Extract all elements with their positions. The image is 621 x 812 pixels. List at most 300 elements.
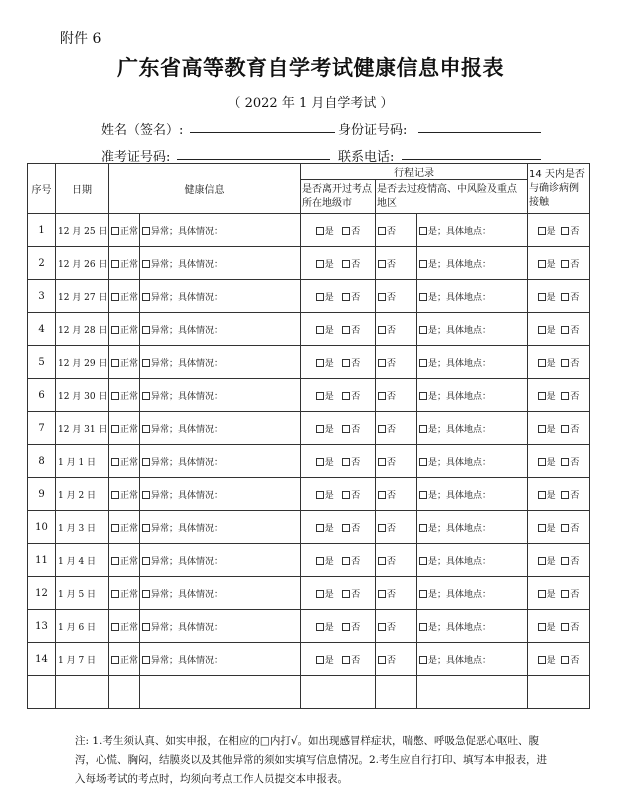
health-abnormal-cell bbox=[140, 511, 301, 544]
yes-label: 是 bbox=[546, 490, 556, 501]
row-seq: 3 bbox=[28, 280, 56, 313]
left-city-yes-checkbox[interactable] bbox=[316, 326, 324, 334]
location-label: 是；具体地点： bbox=[428, 292, 492, 303]
table-row bbox=[28, 577, 590, 610]
health-normal-cell bbox=[109, 214, 140, 247]
left-city-yes-checkbox[interactable] bbox=[316, 227, 324, 235]
contact-cell bbox=[528, 478, 590, 511]
table-row bbox=[28, 214, 590, 247]
contact-no-checkbox[interactable] bbox=[561, 623, 569, 631]
abnormal-label: 异常；具体情况： bbox=[151, 325, 224, 336]
abnormal-label: 异常；具体情况： bbox=[151, 556, 224, 567]
name-label: 姓名（签名）: bbox=[101, 123, 184, 138]
risk-area-no-checkbox[interactable] bbox=[378, 392, 386, 400]
no-label: 否 bbox=[570, 457, 580, 468]
risk-area-yes-cell bbox=[417, 346, 528, 379]
id-number-label: 身份证号码: bbox=[338, 123, 408, 138]
yes-label: 是 bbox=[546, 457, 556, 468]
contact-yes-checkbox[interactable] bbox=[538, 656, 546, 664]
abnormal-checkbox[interactable] bbox=[142, 491, 150, 499]
risk-area-no-cell bbox=[376, 478, 417, 511]
risk-area-yes-checkbox[interactable] bbox=[419, 656, 427, 664]
left-city-cell bbox=[301, 511, 376, 544]
header-contact: 14 天内是否与确诊病例接触 bbox=[528, 164, 590, 214]
abnormal-checkbox[interactable] bbox=[142, 656, 150, 664]
normal-checkbox[interactable] bbox=[111, 656, 119, 664]
risk-area-yes-checkbox[interactable] bbox=[419, 326, 427, 334]
empty-cell bbox=[301, 676, 376, 709]
left-city-yes-checkbox[interactable] bbox=[316, 524, 324, 532]
left-city-no-checkbox[interactable] bbox=[342, 359, 350, 367]
left-city-yes-checkbox[interactable] bbox=[316, 623, 324, 631]
left-city-no-checkbox[interactable] bbox=[342, 326, 350, 334]
no-label: 否 bbox=[570, 556, 580, 567]
risk-area-yes-cell bbox=[417, 478, 528, 511]
location-label: 是；具体地点： bbox=[428, 556, 492, 567]
health-abnormal-cell bbox=[140, 346, 301, 379]
contact-no-checkbox[interactable] bbox=[561, 656, 569, 664]
contact-no-checkbox[interactable] bbox=[561, 359, 569, 367]
phone-field[interactable] bbox=[402, 145, 541, 160]
left-city-yes-checkbox[interactable] bbox=[316, 590, 324, 598]
no-label: 否 bbox=[387, 424, 397, 435]
location-label: 是；具体地点： bbox=[428, 622, 492, 633]
risk-area-yes-cell bbox=[417, 511, 528, 544]
risk-area-yes-cell bbox=[417, 643, 528, 676]
contact-yes-checkbox[interactable] bbox=[538, 491, 546, 499]
contact-yes-checkbox[interactable] bbox=[538, 557, 546, 565]
abnormal-checkbox[interactable] bbox=[142, 326, 150, 334]
normal-checkbox[interactable] bbox=[111, 557, 119, 565]
contact-cell bbox=[528, 313, 590, 346]
abnormal-checkbox[interactable] bbox=[142, 425, 150, 433]
abnormal-checkbox[interactable] bbox=[142, 293, 150, 301]
abnormal-checkbox[interactable] bbox=[142, 359, 150, 367]
contact-no-checkbox[interactable] bbox=[561, 260, 569, 268]
no-label: 否 bbox=[351, 358, 361, 369]
no-label: 否 bbox=[387, 292, 397, 303]
health-abnormal-cell bbox=[140, 544, 301, 577]
no-label: 否 bbox=[570, 523, 580, 534]
location-label: 是；具体地点： bbox=[428, 391, 492, 402]
row-date: 1 月 4 日 bbox=[56, 544, 109, 577]
location-label: 是；具体地点： bbox=[428, 490, 492, 501]
health-normal-cell bbox=[109, 280, 140, 313]
health-abnormal-cell bbox=[140, 280, 301, 313]
yes-label: 是 bbox=[324, 424, 334, 435]
contact-yes-checkbox[interactable] bbox=[538, 590, 546, 598]
no-label: 否 bbox=[570, 292, 580, 303]
left-city-cell bbox=[301, 610, 376, 643]
abnormal-label: 异常；具体情况： bbox=[151, 226, 224, 237]
risk-area-yes-checkbox[interactable] bbox=[419, 623, 427, 631]
risk-area-no-cell bbox=[376, 643, 417, 676]
contact-no-checkbox[interactable] bbox=[561, 524, 569, 532]
risk-area-yes-checkbox[interactable] bbox=[419, 293, 427, 301]
risk-area-yes-checkbox[interactable] bbox=[419, 557, 427, 565]
row-date: 12 月 31 日 bbox=[56, 412, 109, 445]
yes-label: 是 bbox=[546, 226, 556, 237]
yes-label: 是 bbox=[546, 424, 556, 435]
contact-no-checkbox[interactable] bbox=[561, 425, 569, 433]
empty-cell bbox=[140, 676, 301, 709]
left-city-no-checkbox[interactable] bbox=[342, 623, 350, 631]
contact-cell bbox=[528, 610, 590, 643]
id-number-field[interactable] bbox=[418, 118, 541, 133]
left-city-no-checkbox[interactable] bbox=[342, 425, 350, 433]
yes-label: 是 bbox=[324, 655, 334, 666]
risk-area-yes-checkbox[interactable] bbox=[419, 260, 427, 268]
left-city-cell bbox=[301, 643, 376, 676]
health-normal-cell bbox=[109, 643, 140, 676]
left-city-yes-checkbox[interactable] bbox=[316, 458, 324, 466]
normal-label: 正常 bbox=[120, 226, 139, 237]
yes-label: 是 bbox=[324, 292, 334, 303]
left-city-cell bbox=[301, 214, 376, 247]
left-city-cell bbox=[301, 313, 376, 346]
risk-area-no-checkbox[interactable] bbox=[378, 359, 386, 367]
row-date: 12 月 29 日 bbox=[56, 346, 109, 379]
yes-label: 是 bbox=[324, 358, 334, 369]
form-title: 广东省高等教育自学考试健康信息申报表 bbox=[117, 56, 504, 80]
yes-label: 是 bbox=[324, 226, 334, 237]
no-label: 否 bbox=[570, 622, 580, 633]
name-field[interactable] bbox=[190, 118, 335, 133]
normal-label: 正常 bbox=[120, 358, 139, 369]
risk-area-yes-checkbox[interactable] bbox=[419, 458, 427, 466]
table-row bbox=[28, 379, 590, 412]
left-city-cell bbox=[301, 478, 376, 511]
table-row bbox=[28, 346, 590, 379]
normal-label: 正常 bbox=[120, 589, 139, 600]
normal-checkbox[interactable] bbox=[111, 491, 119, 499]
table-row bbox=[28, 610, 590, 643]
risk-area-no-checkbox[interactable] bbox=[378, 557, 386, 565]
left-city-no-checkbox[interactable] bbox=[342, 458, 350, 466]
left-city-cell bbox=[301, 247, 376, 280]
abnormal-checkbox[interactable] bbox=[142, 392, 150, 400]
abnormal-checkbox[interactable] bbox=[142, 524, 150, 532]
contact-no-checkbox[interactable] bbox=[561, 557, 569, 565]
health-normal-cell bbox=[109, 610, 140, 643]
risk-area-yes-checkbox[interactable] bbox=[419, 392, 427, 400]
normal-checkbox[interactable] bbox=[111, 326, 119, 334]
risk-area-yes-checkbox[interactable] bbox=[419, 359, 427, 367]
risk-area-yes-checkbox[interactable] bbox=[419, 227, 427, 235]
risk-area-no-cell bbox=[376, 346, 417, 379]
row-seq: 11 bbox=[28, 544, 56, 577]
contact-yes-checkbox[interactable] bbox=[538, 458, 546, 466]
row-date: 12 月 28 日 bbox=[56, 313, 109, 346]
risk-area-no-checkbox[interactable] bbox=[378, 293, 386, 301]
location-label: 是；具体地点： bbox=[428, 259, 492, 270]
left-city-no-checkbox[interactable] bbox=[342, 557, 350, 565]
contact-yes-checkbox[interactable] bbox=[538, 227, 546, 235]
phone-label: 联系电话: bbox=[338, 150, 395, 165]
header-travel: 行程记录 bbox=[301, 164, 528, 180]
risk-area-yes-checkbox[interactable] bbox=[419, 425, 427, 433]
normal-label: 正常 bbox=[120, 556, 139, 567]
no-label: 否 bbox=[387, 622, 397, 633]
no-label: 否 bbox=[351, 490, 361, 501]
abnormal-checkbox[interactable] bbox=[142, 557, 150, 565]
no-label: 否 bbox=[570, 655, 580, 666]
yes-label: 是 bbox=[546, 523, 556, 534]
health-normal-cell bbox=[109, 346, 140, 379]
left-city-cell bbox=[301, 445, 376, 478]
table-row bbox=[28, 511, 590, 544]
health-normal-cell bbox=[109, 544, 140, 577]
left-city-no-checkbox[interactable] bbox=[342, 524, 350, 532]
normal-checkbox[interactable] bbox=[111, 392, 119, 400]
location-label: 是；具体地点： bbox=[428, 358, 492, 369]
risk-area-yes-checkbox[interactable] bbox=[419, 491, 427, 499]
risk-area-yes-cell bbox=[417, 610, 528, 643]
health-abnormal-cell bbox=[140, 610, 301, 643]
location-label: 是；具体地点： bbox=[428, 424, 492, 435]
row-seq: 8 bbox=[28, 445, 56, 478]
yes-label: 是 bbox=[324, 457, 334, 468]
health-abnormal-cell bbox=[140, 445, 301, 478]
contact-yes-checkbox[interactable] bbox=[538, 623, 546, 631]
health-normal-cell bbox=[109, 247, 140, 280]
no-label: 否 bbox=[387, 457, 397, 468]
health-abnormal-cell bbox=[140, 478, 301, 511]
yes-label: 是 bbox=[546, 556, 556, 567]
health-normal-cell bbox=[109, 313, 140, 346]
normal-checkbox[interactable] bbox=[111, 260, 119, 268]
left-city-yes-checkbox[interactable] bbox=[316, 260, 324, 268]
risk-area-no-checkbox[interactable] bbox=[378, 656, 386, 664]
no-label: 否 bbox=[570, 358, 580, 369]
risk-area-no-checkbox[interactable] bbox=[378, 260, 386, 268]
left-city-no-checkbox[interactable] bbox=[342, 227, 350, 235]
left-city-cell bbox=[301, 412, 376, 445]
health-declaration-table bbox=[27, 163, 590, 709]
row-seq: 2 bbox=[28, 247, 56, 280]
normal-label: 正常 bbox=[120, 424, 139, 435]
left-city-no-checkbox[interactable] bbox=[342, 491, 350, 499]
no-label: 否 bbox=[351, 457, 361, 468]
location-label: 是；具体地点： bbox=[428, 523, 492, 534]
row-date: 1 月 5 日 bbox=[56, 577, 109, 610]
header-date: 日期 bbox=[56, 164, 109, 214]
no-label: 否 bbox=[351, 325, 361, 336]
no-label: 否 bbox=[570, 490, 580, 501]
abnormal-checkbox[interactable] bbox=[142, 458, 150, 466]
left-city-cell bbox=[301, 280, 376, 313]
row-seq: 12 bbox=[28, 577, 56, 610]
contact-cell bbox=[528, 643, 590, 676]
row-date: 12 月 30 日 bbox=[56, 379, 109, 412]
no-label: 否 bbox=[387, 589, 397, 600]
left-city-yes-checkbox[interactable] bbox=[316, 293, 324, 301]
empty-cell bbox=[528, 676, 590, 709]
no-label: 否 bbox=[570, 424, 580, 435]
no-label: 否 bbox=[387, 556, 397, 567]
row-date: 1 月 1 日 bbox=[56, 445, 109, 478]
left-city-no-checkbox[interactable] bbox=[342, 392, 350, 400]
contact-no-checkbox[interactable] bbox=[561, 227, 569, 235]
no-label: 否 bbox=[351, 622, 361, 633]
abnormal-label: 异常；具体情况： bbox=[151, 424, 224, 435]
yes-label: 是 bbox=[324, 523, 334, 534]
ticket-number-field[interactable] bbox=[177, 145, 330, 160]
table-row bbox=[28, 247, 590, 280]
contact-no-checkbox[interactable] bbox=[561, 590, 569, 598]
risk-area-no-checkbox[interactable] bbox=[378, 326, 386, 334]
no-label: 否 bbox=[387, 655, 397, 666]
risk-area-no-checkbox[interactable] bbox=[378, 491, 386, 499]
contact-no-checkbox[interactable] bbox=[561, 293, 569, 301]
contact-cell bbox=[528, 280, 590, 313]
left-city-yes-checkbox[interactable] bbox=[316, 491, 324, 499]
yes-label: 是 bbox=[546, 589, 556, 600]
contact-yes-checkbox[interactable] bbox=[538, 524, 546, 532]
left-city-yes-checkbox[interactable] bbox=[316, 359, 324, 367]
contact-yes-checkbox[interactable] bbox=[538, 392, 546, 400]
contact-yes-checkbox[interactable] bbox=[538, 293, 546, 301]
risk-area-yes-cell bbox=[417, 247, 528, 280]
contact-no-checkbox[interactable] bbox=[561, 458, 569, 466]
health-normal-cell bbox=[109, 478, 140, 511]
row-seq: 9 bbox=[28, 478, 56, 511]
contact-yes-checkbox[interactable] bbox=[538, 359, 546, 367]
normal-checkbox[interactable] bbox=[111, 425, 119, 433]
yes-label: 是 bbox=[546, 292, 556, 303]
no-label: 否 bbox=[387, 226, 397, 237]
risk-area-yes-cell bbox=[417, 577, 528, 610]
abnormal-checkbox[interactable] bbox=[142, 260, 150, 268]
risk-area-no-checkbox[interactable] bbox=[378, 458, 386, 466]
normal-checkbox[interactable] bbox=[111, 590, 119, 598]
abnormal-checkbox[interactable] bbox=[142, 590, 150, 598]
location-label: 是；具体地点： bbox=[428, 655, 492, 666]
contact-no-checkbox[interactable] bbox=[561, 392, 569, 400]
yes-label: 是 bbox=[546, 259, 556, 270]
yes-label: 是 bbox=[546, 622, 556, 633]
normal-label: 正常 bbox=[120, 292, 139, 303]
no-label: 否 bbox=[570, 589, 580, 600]
health-normal-cell bbox=[109, 412, 140, 445]
table-row bbox=[28, 544, 590, 577]
health-abnormal-cell bbox=[140, 313, 301, 346]
normal-checkbox[interactable] bbox=[111, 359, 119, 367]
risk-area-no-checkbox[interactable] bbox=[378, 590, 386, 598]
left-city-no-checkbox[interactable] bbox=[342, 656, 350, 664]
left-city-yes-checkbox[interactable] bbox=[316, 656, 324, 664]
normal-checkbox[interactable] bbox=[111, 458, 119, 466]
contact-cell bbox=[528, 214, 590, 247]
contact-no-checkbox[interactable] bbox=[561, 491, 569, 499]
left-city-no-checkbox[interactable] bbox=[342, 590, 350, 598]
yes-label: 是 bbox=[324, 325, 334, 336]
abnormal-checkbox[interactable] bbox=[142, 623, 150, 631]
row-seq: 10 bbox=[28, 511, 56, 544]
contact-yes-checkbox[interactable] bbox=[538, 425, 546, 433]
no-label: 否 bbox=[570, 391, 580, 402]
risk-area-no-cell bbox=[376, 577, 417, 610]
left-city-cell bbox=[301, 544, 376, 577]
yes-label: 是 bbox=[546, 655, 556, 666]
left-city-no-checkbox[interactable] bbox=[342, 293, 350, 301]
risk-area-yes-checkbox[interactable] bbox=[419, 590, 427, 598]
abnormal-label: 异常；具体情况： bbox=[151, 523, 224, 534]
abnormal-label: 异常；具体情况： bbox=[151, 490, 224, 501]
left-city-no-checkbox[interactable] bbox=[342, 260, 350, 268]
contact-yes-checkbox[interactable] bbox=[538, 260, 546, 268]
attachment-label: 附件 6 bbox=[60, 31, 102, 47]
yes-label: 是 bbox=[546, 391, 556, 402]
normal-checkbox[interactable] bbox=[111, 227, 119, 235]
empty-row bbox=[28, 676, 590, 709]
risk-area-no-checkbox[interactable] bbox=[378, 227, 386, 235]
normal-checkbox[interactable] bbox=[111, 623, 119, 631]
health-normal-cell bbox=[109, 379, 140, 412]
location-label: 是；具体地点： bbox=[428, 325, 492, 336]
empty-cell bbox=[376, 676, 417, 709]
left-city-yes-checkbox[interactable] bbox=[316, 557, 324, 565]
risk-area-yes-cell bbox=[417, 313, 528, 346]
risk-area-no-cell bbox=[376, 379, 417, 412]
abnormal-checkbox[interactable] bbox=[142, 227, 150, 235]
no-label: 否 bbox=[351, 523, 361, 534]
abnormal-label: 异常；具体情况： bbox=[151, 358, 224, 369]
row-seq: 1 bbox=[28, 214, 56, 247]
risk-area-yes-cell bbox=[417, 280, 528, 313]
abnormal-label: 异常；具体情况： bbox=[151, 391, 224, 402]
header-health: 健康信息 bbox=[109, 164, 301, 214]
risk-area-yes-cell bbox=[417, 214, 528, 247]
header-left-city: 是否离开过考点所在地级市 bbox=[301, 180, 376, 214]
health-abnormal-cell bbox=[140, 214, 301, 247]
footnote: 注: 1.考生须认真、如实申报，在相应的□内打√。如出现感冒样症状，喘憋、呼吸急促恶心呕吐、腹泻，心慌、胸闷，结膜炎以及其他异常的须如实填写信息情况。2.考生应自行打印、填写本申报表，进入每场考试的考点时，均须向考点工作人员提交本申报表。 bbox=[75, 735, 548, 785]
risk-area-no-checkbox[interactable] bbox=[378, 425, 386, 433]
normal-label: 正常 bbox=[120, 259, 139, 270]
risk-area-no-cell bbox=[376, 610, 417, 643]
row-seq: 4 bbox=[28, 313, 56, 346]
risk-area-no-cell bbox=[376, 544, 417, 577]
risk-area-no-checkbox[interactable] bbox=[378, 623, 386, 631]
risk-area-no-cell bbox=[376, 214, 417, 247]
risk-area-no-cell bbox=[376, 280, 417, 313]
abnormal-label: 异常；具体情况： bbox=[151, 622, 224, 633]
normal-checkbox[interactable] bbox=[111, 524, 119, 532]
abnormal-label: 异常；具体情况： bbox=[151, 457, 224, 468]
no-label: 否 bbox=[351, 655, 361, 666]
no-label: 否 bbox=[387, 490, 397, 501]
risk-area-yes-cell bbox=[417, 412, 528, 445]
health-abnormal-cell bbox=[140, 577, 301, 610]
yes-label: 是 bbox=[324, 490, 334, 501]
contact-yes-checkbox[interactable] bbox=[538, 326, 546, 334]
health-normal-cell bbox=[109, 577, 140, 610]
left-city-yes-checkbox[interactable] bbox=[316, 392, 324, 400]
row-seq: 5 bbox=[28, 346, 56, 379]
no-label: 否 bbox=[387, 259, 397, 270]
left-city-cell bbox=[301, 577, 376, 610]
row-date: 1 月 7 日 bbox=[56, 643, 109, 676]
row-seq: 6 bbox=[28, 379, 56, 412]
contact-no-checkbox[interactable] bbox=[561, 326, 569, 334]
header-risk-area: 是否去过疫情高、中风险及重点地区 bbox=[376, 180, 528, 214]
risk-area-yes-checkbox[interactable] bbox=[419, 524, 427, 532]
risk-area-no-checkbox[interactable] bbox=[378, 524, 386, 532]
yes-label: 是 bbox=[546, 358, 556, 369]
left-city-yes-checkbox[interactable] bbox=[316, 425, 324, 433]
no-label: 否 bbox=[351, 391, 361, 402]
normal-checkbox[interactable] bbox=[111, 293, 119, 301]
